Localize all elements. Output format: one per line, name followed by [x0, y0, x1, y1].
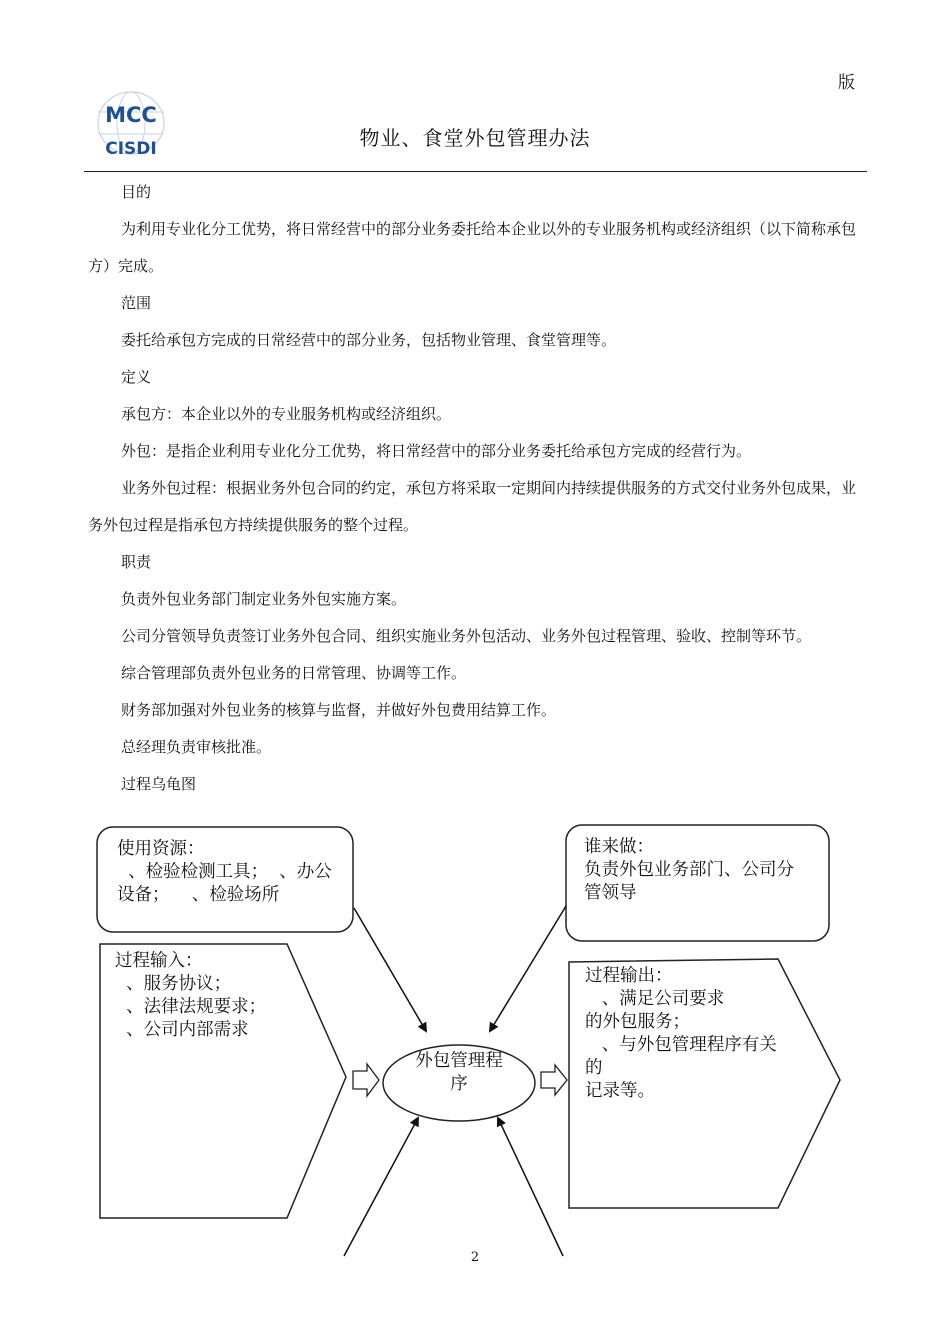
edition-label: 版	[838, 73, 855, 93]
outputs-text: 过程输出： 、满足公司要求 的外包服务； 、与外包管理程序有关的 记录等。	[585, 966, 777, 1101]
bottom-right-arrow	[498, 1118, 563, 1256]
input-flow-arrow	[353, 1064, 379, 1096]
inputs-text: 过程输入： 、服务协议； 、法律法规要求； 、公司内部需求	[115, 951, 267, 1040]
definition-outsourcing: 外包：是指企业利用专业化分工优势，将日常经营中的部分业务委托给承包方完成的经营行为。	[121, 442, 752, 460]
page-number: 2	[470, 1250, 480, 1265]
document-title: 物业、食堂外包管理办法	[359, 126, 591, 150]
logo-text-bottom: CISDI	[105, 139, 157, 159]
logo-text-top: MCC	[105, 103, 157, 127]
bottom-left-arrow	[344, 1118, 418, 1256]
section-heading-scope: 范围	[121, 294, 152, 312]
duty-item: 公司分管领导负责签订业务外包合同、组织实施业务外包活动、业务外包过程管理、验收、控制等环节。	[121, 627, 812, 645]
turtle-diagram	[88, 818, 858, 1258]
purpose-paragraph: 为利用专业化分工优势，将日常经营中的部分业务委托给本企业以外的专业服务机构或经济组织（以下简称承包方）完成。	[88, 220, 857, 275]
section-heading-definition: 定义	[121, 368, 152, 386]
section-heading-purpose: 目的	[121, 183, 152, 201]
process-text: 外包管理程 序	[415, 1051, 503, 1094]
definition-process: 业务外包过程：根据业务外包合同的约定，承包方将采取一定期间内持续提供服务的方式交付业务外包成果，业务外包过程是指承包方持续提供服务的整个过程。	[88, 479, 857, 534]
duty-item: 负责外包业务部门制定业务外包实施方案。	[121, 590, 407, 608]
section-heading-turtle-diagram: 过程乌龟图	[121, 775, 197, 793]
header-divider	[84, 171, 867, 172]
body-text	[88, 174, 868, 803]
duty-item: 财务部加强对外包业务的核算与监督，并做好外包费用结算工作。	[121, 701, 557, 719]
duty-item: 总经理负责审核批准。	[121, 738, 272, 756]
resources-text: 使用资源： 、检验检测工具； 、办公 设备； 、检验场所	[117, 839, 332, 905]
scope-paragraph: 委托给承包方完成的日常经营中的部分业务，包括物业管理、食堂管理等。	[121, 331, 617, 349]
definition-contractor: 承包方：本企业以外的专业服务机构或经济组织。	[121, 405, 452, 423]
duty-item: 综合管理部负责外包业务的日常管理、协调等工作。	[121, 664, 467, 682]
output-flow-arrow	[541, 1065, 567, 1095]
resources-arrow	[354, 908, 426, 1031]
who-text: 谁来做： 负责外包业务部门、公司分 管领导	[584, 837, 794, 903]
section-heading-duties: 职责	[121, 553, 152, 571]
who-arrow	[490, 906, 566, 1031]
